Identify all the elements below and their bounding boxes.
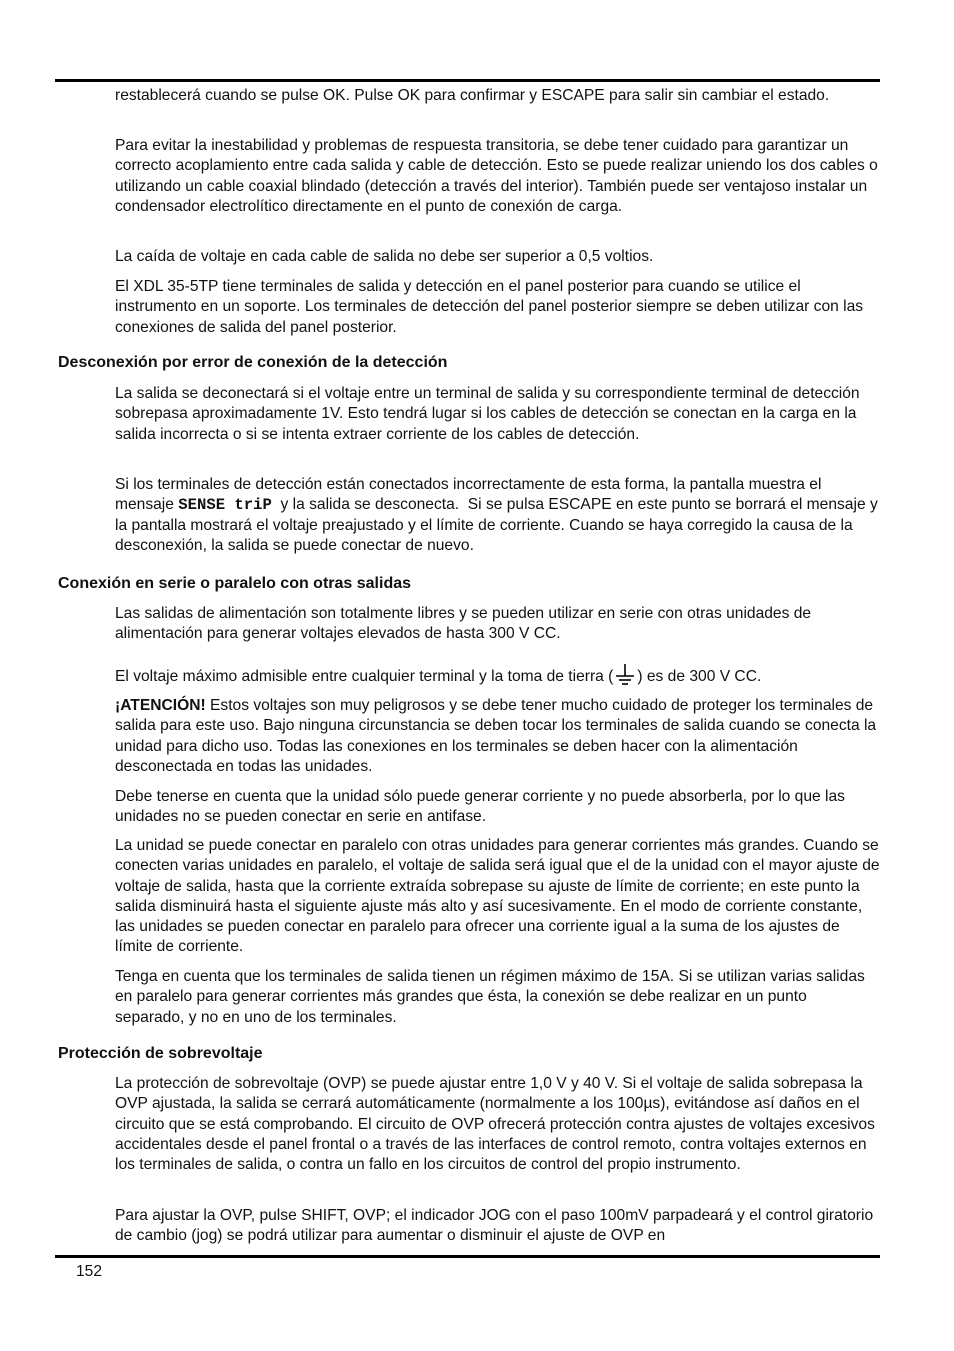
sense-trip-text-pre: Si los terminales de detección están conectados incorrectamente de esta forma, la pantalla muestra el mensaje bbox=[115, 476, 822, 514]
series-parallel-warning-paragraph bbox=[115, 696, 880, 777]
sense-trip-text-post: y la salida se desconecta. Si se pulsa ESCAPE en este punto se borrará el mensaje y la pantalla mostrará el voltaje preajustado y el límite de corriente. Cuando se haya corregido la causa de la desconexión, la salida se puede conectar de nuevo. bbox=[115, 496, 883, 554]
earth-voltage-text-pre: El voltaje máximo admisible entre cualquier terminal y la toma de tierra ( bbox=[115, 668, 614, 685]
earth-ground-icon bbox=[614, 663, 636, 687]
sense-trip-paragraph-2 bbox=[115, 475, 883, 556]
series-parallel-paragraph-2 bbox=[115, 663, 880, 687]
ovp-paragraph-1: La protección de sobrevoltaje (OVP) se puede ajustar entre 1,0 V y 40 V. Si el voltaje de salida sobrepasa la OVP ajustada, la salida se cerrará automáticamente (normalmente a los 100µs), evitándose así daños en el circuito que se está comprobando. El circuito de OVP ofrecerá protección contra ajustes de voltajes excesivos accidentales desde el panel frontal o a través de las interfaces de control remoto, contra voltajes externos en los terminales de salida, o contra un fallo en los circuitos de control del propio instrumento. bbox=[115, 1075, 875, 1174]
ovp-paragraph-2: Para ajustar la OVP, pulse SHIFT, OVP; el indicador JOG con el paso 100mV parpadeará y el control giratorio de cambio (jog) se podrá utilizar para aumentar o disminuir el ajuste de OVP en bbox=[115, 1207, 874, 1245]
sense-trip-message: SENSE triP bbox=[178, 496, 272, 515]
top-rule bbox=[55, 79, 880, 82]
intro-paragraph-2: Para evitar la inestabilidad y problemas de respuesta transitoria, se debe tener cuidado para garantizar un correcto acoplamiento entre cada salida y cable de detección. Esto se puede realizar uniendo los dos cables o utilizando un cable coaxial blindado (detección a través del interior). También puede ser ventajoso instalar un condensador electrolítico directamente en el punto de conexión de carga. bbox=[115, 137, 878, 215]
series-parallel-paragraph-1: Las salidas de alimentación son totalmente libres y se pueden utilizar en serie con otras unidades de alimentación para generar voltajes elevados de hasta 300 V CC. bbox=[115, 605, 812, 643]
earth-voltage-text-post: ) es de 300 V CC. bbox=[637, 668, 762, 685]
section-heading-series-parallel: Conexión en serie o paralelo con otras salidas bbox=[58, 575, 412, 592]
sense-trip-paragraph-1: La salida se deconectará si el voltaje entre un terminal de salida y su correspondiente terminal de detección sobrepasa aproximadamente 1V. Esto tendrá lugar si los cables de detección se conectan en la carga en la salida incorrecta o si se intenta extraer corriente de los cables de detección. bbox=[115, 385, 860, 443]
section-heading-sense-trip: Desconexión por error de conexión de la detección bbox=[58, 354, 448, 371]
intro-paragraph-3: La caída de voltaje en cada cable de salida no debe ser superior a 0,5 voltios. bbox=[115, 248, 654, 265]
warning-label: ¡ATENCIÓN! bbox=[115, 697, 206, 714]
intro-paragraph-1: restablecerá cuando se pulse OK. Pulse OK para confirmar y ESCAPE para salir sin cambiar el estado. bbox=[115, 87, 830, 104]
page-number: 152 bbox=[76, 1263, 103, 1280]
bottom-rule bbox=[55, 1255, 880, 1258]
intro-paragraph-4: El XDL 35-5TP tiene terminales de salida y detección en el panel posterior para cuando se utilice el instrumento en un soporte. Los terminales de detección del panel posterior siempre se deben utilizar con las conexiones de salida del panel posterior. bbox=[115, 278, 864, 336]
section-heading-ovp: Protección de sobrevoltaje bbox=[58, 1045, 263, 1062]
series-parallel-paragraph-5: La unidad se puede conectar en paralelo con otras unidades para generar corrientes más grandes. Cuando se conecten varias unidades en paralelo, el voltaje de salida será igual que el de la unidad con el mayor ajuste de voltaje de salida, hasta que la corriente extraída sobrepase su ajuste de límite de corriente; en este punto la salida disminuirá hasta el siguiente ajuste más alto y así sucesivamente. En el modo de corriente constante, las unidades se pueden conectar en paralelo para ofrecer una corriente igual a la suma de los ajustes de límite de corriente. bbox=[115, 837, 880, 956]
series-parallel-paragraph-6: Tenga en cuenta que los terminales de salida tienen un régimen máximo de 15A. Si se utilizan varias salidas en paralelo para generar corrientes más grandes que ésta, la conexión se debe realizar en un punto separado, y no en uno de los terminales. bbox=[115, 968, 865, 1026]
warning-text: Estos voltajes son muy peligrosos y se debe tener mucho cuidado de proteger los terminales de salida para este uso. Bajo ninguna circunstancia se deben tocar los terminales de salida cuando se conecta la unidad para dicho uso. Todas las conexiones en los terminales se deben hacer con la alimentación desconectada en todas las unidades. bbox=[115, 697, 877, 775]
series-parallel-paragraph-4: Debe tenerse en cuenta que la unidad sólo puede generar corriente y no puede absorberla, por lo que las unidades no se pueden conectar en serie en antifase. bbox=[115, 788, 845, 826]
